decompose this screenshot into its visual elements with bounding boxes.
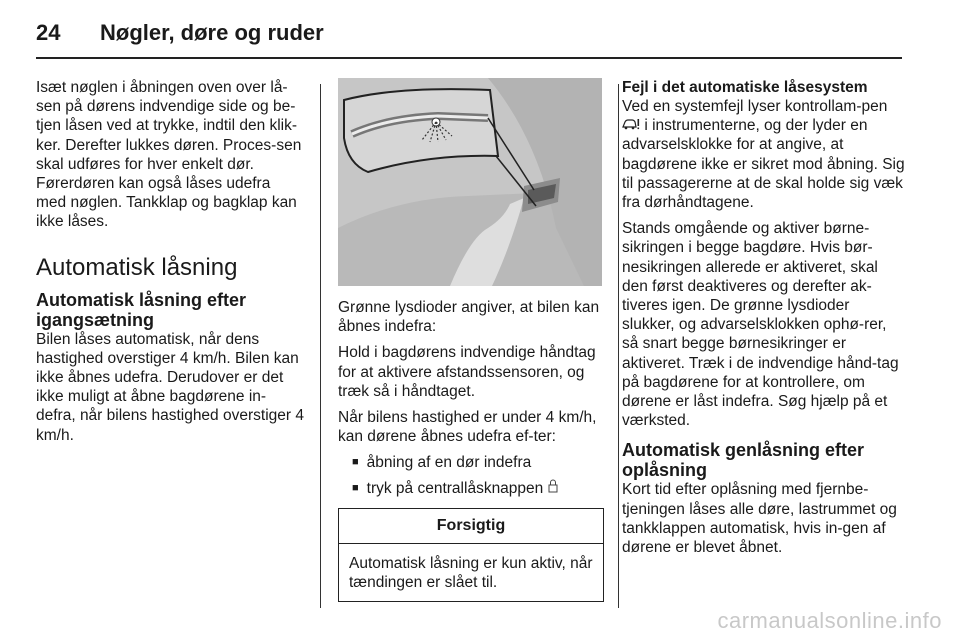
- fault-text-end: i instrumenterne, og der lyder en advarselsklokke for at angive, at bagdørene ikke er sikret mod åbning. Sig til passagererne at de skal holde sig væk fra dørhåndtagene.: [622, 117, 905, 212]
- page-number: 24: [36, 20, 61, 45]
- lock-icon: [548, 479, 558, 498]
- door-handle-illustration: [338, 78, 602, 286]
- relock-heading: Automatisk genlåsning efter oplåsning: [622, 440, 865, 481]
- header-rule: [36, 57, 902, 59]
- bullet-square-icon: ■: [352, 456, 359, 469]
- intro-paragraph: Isæt nøglen i åbningen oven over lå-sen på dørens indvendige side og be-tjen låsen ved at trykke, indtil den klik-ker. Derefter lukkes døren. Proces-sen skal udføres for hver enkelt dør. Førerdøren kan også låses udefra med nøglen. Tankklap og bagklap kan ikke låses.: [36, 79, 302, 231]
- column-divider-2: [618, 84, 619, 608]
- list-item: [352, 453, 604, 472]
- relock-paragraph: Kort tid efter oplåsning med fjernbe-tjeningen låses alle døre, lastrummet og tankklappen automatisk, hvis in-gen af dørene er blevet åbnet.: [622, 481, 897, 557]
- caution-title: Forsigtig: [339, 509, 603, 544]
- handle-paragraph: Hold i bagdørens indvendige håndtag for at aktivere afstandssensoren, og træk så i håndtaget.: [338, 344, 596, 400]
- body-paragraph: Bilen låses automatisk, når dens hastighed overstiger 4 km/h. Bilen kan ikke åbnes udefra. Derudover er det ikke muligt at åbne bagdørene in-defra, når bilens hastighed overstiger 4 km/h.: [36, 330, 304, 444]
- fault-heading: Fejl i det automatiske låsesystem: [622, 79, 868, 96]
- list-item-text: åbning af en dør indefra: [366, 454, 532, 472]
- fault-text-start: Ved en systemfejl lyser kontrollam-pen: [622, 98, 888, 115]
- column-divider-1: [320, 84, 321, 608]
- caution-text: Automatisk låsning er kun aktiv, når tændingen er slået til.: [349, 555, 593, 591]
- car-warning-icon: [622, 116, 640, 135]
- section-heading: Automatisk låsning: [36, 253, 238, 281]
- list-item-text: tryk på centrallåsknappen: [366, 479, 544, 497]
- column-2: [338, 298, 604, 504]
- watermark: carmanualsonline.info: [717, 608, 942, 633]
- caution-box: [338, 508, 604, 602]
- bullet-square-icon: ■: [352, 481, 359, 494]
- led-paragraph: Grønne lysdioder angiver, at bilen kan åbnes indefra:: [338, 299, 600, 336]
- subsection-heading: Automatisk låsning efter igangsætning: [36, 289, 247, 330]
- action-paragraph: Stands omgående og aktiver børne-sikringen i begge bagdøre. Hvis bør-nesikringen allerede er aktiveret, skal den først deaktiveres og derefter ak-tiveres igen. De grønne lysdioder slukker, og advarselsklokken ophø-rer, så snart begge børnesikringer er aktiveret. Træk i de indvendige hånd-tag på bagdørene for at kontrollere, om dørene er låst indefra. Søg hjælp på et værksted.: [622, 220, 899, 430]
- list-item: [352, 479, 604, 498]
- column-3: [622, 78, 906, 564]
- column-1: [36, 78, 304, 452]
- page-title: Nøgler, døre og ruder: [100, 20, 324, 45]
- speed-paragraph: Når bilens hastighed er under 4 km/h, kan dørene åbnes udefra ef-ter:: [338, 409, 597, 446]
